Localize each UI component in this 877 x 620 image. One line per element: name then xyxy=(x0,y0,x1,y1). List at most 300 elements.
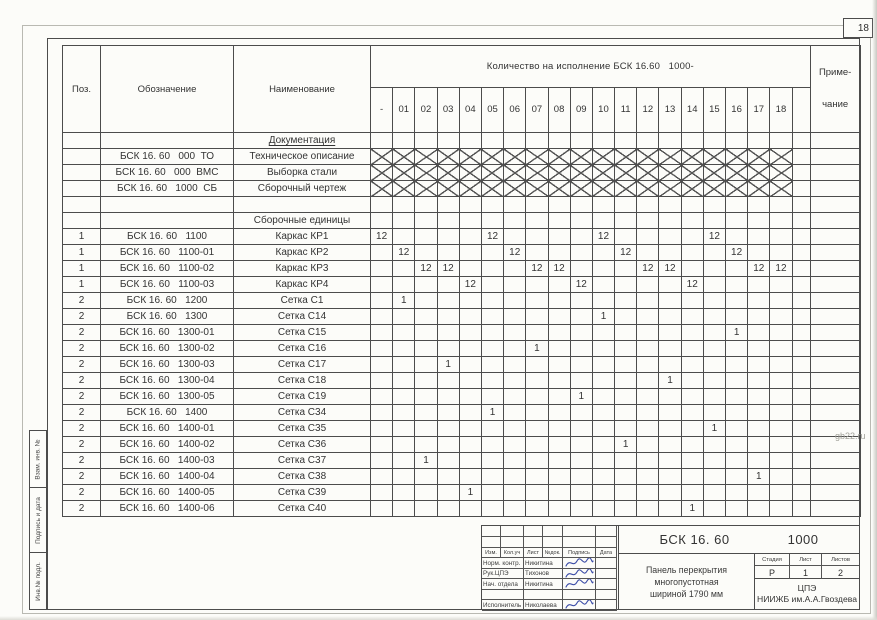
cell-qty xyxy=(770,469,792,485)
cell-qty xyxy=(659,149,681,165)
cell-qty xyxy=(615,373,637,389)
cell-qty xyxy=(659,181,681,197)
cell-qty xyxy=(459,341,481,357)
cell-qty xyxy=(748,181,770,197)
cell-qty xyxy=(415,293,437,309)
cell-qty xyxy=(415,373,437,389)
cell-name xyxy=(234,197,371,213)
cell-qty xyxy=(770,405,792,421)
cell-qty xyxy=(526,453,548,469)
cell-qty xyxy=(393,197,415,213)
cell-qty xyxy=(570,421,592,437)
sign-table-header: Подпись xyxy=(563,548,596,558)
qty-col-header: 12 xyxy=(637,87,659,132)
cell-qty xyxy=(526,357,548,373)
document-designation: БСК 16. 60 1000 xyxy=(619,526,859,554)
table-row xyxy=(63,501,861,517)
cell-qty xyxy=(548,293,570,309)
cell-qty xyxy=(459,261,481,277)
cell-qty xyxy=(615,469,637,485)
cell-qty xyxy=(681,389,703,405)
cell-qty xyxy=(437,229,459,245)
cell-designation xyxy=(101,133,234,149)
table-row xyxy=(63,341,861,357)
cell-qty xyxy=(393,453,415,469)
table-row xyxy=(63,325,861,341)
cell-qty xyxy=(437,453,459,469)
cell-qty xyxy=(371,357,393,373)
cell-pos: 2 xyxy=(63,437,101,453)
cell-qty xyxy=(371,293,393,309)
cell-qty xyxy=(371,469,393,485)
signature-scribble xyxy=(564,558,594,569)
cell-qty xyxy=(592,325,614,341)
margin-stamp-box: Взам. инв. № xyxy=(29,430,47,487)
qty-col-header: 16 xyxy=(726,87,748,132)
cell-qty xyxy=(570,325,592,341)
signature-cell xyxy=(563,600,596,611)
cell-qty xyxy=(681,453,703,469)
cell-qty: 12 xyxy=(703,229,725,245)
cell-qty xyxy=(393,133,415,149)
cell-designation xyxy=(101,197,234,213)
cell-qty: 1 xyxy=(481,405,503,421)
cell-qty: 12 xyxy=(726,245,748,261)
cell-name: Сетка С14 xyxy=(234,309,371,325)
title-block xyxy=(481,525,860,610)
cell-qty xyxy=(548,469,570,485)
cell-qty xyxy=(659,341,681,357)
cell-qty xyxy=(548,421,570,437)
title-block-signatures xyxy=(482,526,619,609)
cell-qty xyxy=(481,165,503,181)
sign-table-header: Изм. xyxy=(482,548,501,558)
cell-spare xyxy=(792,149,810,165)
cell-qty xyxy=(526,309,548,325)
margin-stamp-box: Подпись и дата xyxy=(29,487,47,552)
cell-qty xyxy=(526,405,548,421)
cell-qty xyxy=(548,133,570,149)
cell-qty xyxy=(681,213,703,229)
cell-qty: 12 xyxy=(393,245,415,261)
cell-qty: 12 xyxy=(681,277,703,293)
cell-qty xyxy=(592,245,614,261)
table-row xyxy=(63,389,861,405)
cell-qty xyxy=(659,277,681,293)
cell-qty xyxy=(703,309,725,325)
cell-qty xyxy=(459,229,481,245)
cell-qty xyxy=(681,229,703,245)
watermark: gb22.ru xyxy=(835,431,866,441)
cell-qty xyxy=(415,437,437,453)
cell-designation: БСК 16. 60 1300-02 xyxy=(101,341,234,357)
cell-qty xyxy=(415,341,437,357)
cell-designation: БСК 16. 60 000 ТО xyxy=(101,149,234,165)
cell-qty xyxy=(637,341,659,357)
cell-qty xyxy=(481,453,503,469)
cell-qty xyxy=(393,229,415,245)
qty-col-header: 15 xyxy=(703,87,725,132)
cell-pos: 2 xyxy=(63,485,101,501)
cell-name: Сетка С36 xyxy=(234,437,371,453)
cell-note xyxy=(810,485,860,501)
cell-qty xyxy=(415,309,437,325)
cell-qty xyxy=(681,165,703,181)
cell-qty xyxy=(570,181,592,197)
cell-qty xyxy=(726,421,748,437)
cell-qty xyxy=(748,421,770,437)
cell-qty xyxy=(637,165,659,181)
cell-qty xyxy=(659,133,681,149)
cell-qty xyxy=(415,213,437,229)
cell-qty xyxy=(504,437,526,453)
cell-designation: БСК 16. 60 1300-03 xyxy=(101,357,234,373)
signer-name: Тихонов xyxy=(524,569,563,579)
cell-qty xyxy=(504,389,526,405)
cell-qty xyxy=(526,133,548,149)
cell-qty xyxy=(437,309,459,325)
signer-name: Никитина xyxy=(524,579,563,590)
cell-qty xyxy=(748,437,770,453)
cell-qty xyxy=(748,389,770,405)
cell-qty xyxy=(437,149,459,165)
cell-pos xyxy=(63,133,101,149)
cell-qty xyxy=(748,373,770,389)
cell-qty xyxy=(393,389,415,405)
cell-qty xyxy=(726,277,748,293)
cell-pos xyxy=(63,181,101,197)
date-cell xyxy=(596,569,617,579)
signer-name: Никитина xyxy=(524,558,563,569)
cell-pos: 2 xyxy=(63,469,101,485)
cell-qty xyxy=(748,405,770,421)
cell-qty xyxy=(548,213,570,229)
cell-qty xyxy=(748,133,770,149)
cell-qty xyxy=(592,469,614,485)
cell-qty xyxy=(637,357,659,373)
signature-scribble xyxy=(564,579,594,590)
cell-qty xyxy=(592,277,614,293)
cell-qty xyxy=(770,309,792,325)
cell-note xyxy=(810,197,860,213)
cell-qty xyxy=(415,149,437,165)
cell-qty xyxy=(481,357,503,373)
cell-qty xyxy=(637,485,659,501)
cell-qty xyxy=(615,181,637,197)
cell-qty xyxy=(371,405,393,421)
qty-col-header: 01 xyxy=(393,87,415,132)
cell-qty xyxy=(437,245,459,261)
cell-note xyxy=(810,181,860,197)
sign-table-header: Кол.уч xyxy=(501,548,524,558)
cell-pos: 2 xyxy=(63,373,101,389)
cell-designation: БСК 16. 60 1400-05 xyxy=(101,485,234,501)
cell-qty xyxy=(570,309,592,325)
cell-qty xyxy=(681,133,703,149)
cell-qty xyxy=(592,485,614,501)
col-header-designation: Обозначение xyxy=(101,46,234,133)
cell-name: Сетка С34 xyxy=(234,405,371,421)
cell-qty xyxy=(703,437,725,453)
cell-qty xyxy=(681,293,703,309)
qty-col-header: 09 xyxy=(570,87,592,132)
cell-qty xyxy=(681,341,703,357)
cell-name: Сетка С37 xyxy=(234,453,371,469)
col-header-name: Наименование xyxy=(234,46,371,133)
cell-qty xyxy=(371,341,393,357)
cell-spare xyxy=(792,341,810,357)
signer-role: Норм. контр. xyxy=(482,558,524,569)
cell-qty xyxy=(770,421,792,437)
cell-qty xyxy=(526,181,548,197)
cell-qty xyxy=(726,501,748,517)
cell-qty xyxy=(703,453,725,469)
cell-qty xyxy=(726,309,748,325)
cell-qty xyxy=(681,421,703,437)
cell-qty: 12 xyxy=(659,261,681,277)
signature-cell xyxy=(563,558,596,569)
cell-qty xyxy=(504,165,526,181)
cell-qty xyxy=(415,325,437,341)
cell-qty xyxy=(726,133,748,149)
cell-qty xyxy=(726,405,748,421)
cell-note xyxy=(810,405,860,421)
cell-spare xyxy=(792,261,810,277)
cell-qty: 1 xyxy=(681,501,703,517)
cell-qty xyxy=(615,165,637,181)
cell-qty: 12 xyxy=(415,261,437,277)
cell-qty xyxy=(459,197,481,213)
cell-qty xyxy=(615,421,637,437)
table-row xyxy=(63,261,861,277)
cell-qty xyxy=(637,453,659,469)
cell-qty xyxy=(548,437,570,453)
cell-qty xyxy=(481,149,503,165)
cell-qty xyxy=(415,277,437,293)
cell-qty: 12 xyxy=(770,261,792,277)
cell-qty xyxy=(637,405,659,421)
cell-qty xyxy=(615,197,637,213)
cell-qty xyxy=(615,261,637,277)
sign-table-header: №док. xyxy=(543,548,563,558)
cell-qty xyxy=(570,261,592,277)
cell-qty xyxy=(703,245,725,261)
cell-qty xyxy=(726,389,748,405)
cell-qty xyxy=(637,133,659,149)
document-title: Панель перекрытия многопустотная шириной 1790 мм xyxy=(619,554,755,609)
cell-qty: 1 xyxy=(459,485,481,501)
cell-qty xyxy=(548,229,570,245)
cell-qty xyxy=(437,341,459,357)
cell-qty xyxy=(592,341,614,357)
cell-qty xyxy=(681,325,703,341)
cell-qty xyxy=(459,453,481,469)
cell-qty xyxy=(459,469,481,485)
cell-qty xyxy=(726,181,748,197)
cell-qty xyxy=(681,357,703,373)
cell-qty xyxy=(459,133,481,149)
cell-qty xyxy=(504,181,526,197)
cell-name: Выборка стали xyxy=(234,165,371,181)
cell-qty xyxy=(637,421,659,437)
cell-qty xyxy=(703,485,725,501)
cell-qty xyxy=(726,341,748,357)
cell-name: Документация xyxy=(234,133,371,149)
cell-qty xyxy=(748,309,770,325)
cell-qty xyxy=(570,437,592,453)
cell-qty xyxy=(548,245,570,261)
cell-qty xyxy=(570,165,592,181)
cell-qty: 1 xyxy=(415,453,437,469)
cell-qty xyxy=(481,501,503,517)
cell-spare xyxy=(792,437,810,453)
cell-qty: 12 xyxy=(748,261,770,277)
cell-spare xyxy=(792,213,810,229)
cell-qty xyxy=(659,453,681,469)
cell-qty xyxy=(504,469,526,485)
cell-qty xyxy=(681,485,703,501)
cell-qty xyxy=(637,325,659,341)
cell-spare xyxy=(792,245,810,261)
cell-qty xyxy=(371,373,393,389)
qty-col-header: 18 xyxy=(770,87,792,132)
table-row xyxy=(63,485,861,501)
cell-qty xyxy=(371,165,393,181)
cell-qty xyxy=(659,245,681,261)
cell-qty xyxy=(548,485,570,501)
cell-qty xyxy=(637,213,659,229)
cell-qty xyxy=(371,277,393,293)
cell-qty xyxy=(637,277,659,293)
cell-qty xyxy=(371,213,393,229)
cell-qty xyxy=(459,501,481,517)
date-cell xyxy=(596,558,617,569)
cell-qty xyxy=(703,293,725,309)
cell-qty xyxy=(393,149,415,165)
cell-qty xyxy=(592,197,614,213)
cell-qty xyxy=(592,181,614,197)
cell-designation: БСК 16. 60 1300-05 xyxy=(101,389,234,405)
cell-qty xyxy=(393,261,415,277)
signature-scribble xyxy=(564,569,594,579)
cell-qty xyxy=(703,277,725,293)
cell-qty xyxy=(548,309,570,325)
cell-qty xyxy=(504,149,526,165)
col-header-qty-group: Количество на исполнение БСК 16.60 1000- xyxy=(371,46,811,88)
cell-qty xyxy=(481,373,503,389)
cell-qty xyxy=(615,325,637,341)
cell-pos: 2 xyxy=(63,389,101,405)
cell-qty xyxy=(726,197,748,213)
cell-pos: 1 xyxy=(63,261,101,277)
cell-spare xyxy=(792,229,810,245)
cell-qty xyxy=(570,501,592,517)
cell-qty xyxy=(415,501,437,517)
cell-qty xyxy=(437,389,459,405)
qty-col-header: 13 xyxy=(659,87,681,132)
cell-name: Сборочные единицы xyxy=(234,213,371,229)
cell-qty xyxy=(615,149,637,165)
cell-spare xyxy=(792,373,810,389)
cell-pos: 2 xyxy=(63,341,101,357)
col-header-note: Приме- чание xyxy=(810,46,860,133)
cell-qty xyxy=(459,389,481,405)
cell-name: Каркас КР1 xyxy=(234,229,371,245)
cell-spare xyxy=(792,405,810,421)
cell-qty xyxy=(481,325,503,341)
cell-qty xyxy=(703,197,725,213)
table-row xyxy=(63,245,861,261)
cell-designation: БСК 16. 60 1100 xyxy=(101,229,234,245)
cell-qty xyxy=(659,485,681,501)
cell-spare xyxy=(792,277,810,293)
cell-qty xyxy=(459,213,481,229)
table-row xyxy=(63,469,861,485)
qty-col-header: 11 xyxy=(615,87,637,132)
qty-col-header: 06 xyxy=(504,87,526,132)
cell-qty xyxy=(548,197,570,213)
cell-qty xyxy=(592,421,614,437)
cell-qty xyxy=(459,325,481,341)
cell-spare xyxy=(792,197,810,213)
cell-designation: БСК 16. 60 1400-04 xyxy=(101,469,234,485)
cell-qty xyxy=(592,453,614,469)
cell-qty xyxy=(393,325,415,341)
cell-qty: 12 xyxy=(548,261,570,277)
cell-qty: 12 xyxy=(592,229,614,245)
cell-qty xyxy=(548,389,570,405)
cell-qty xyxy=(393,485,415,501)
cell-qty xyxy=(770,437,792,453)
cell-qty xyxy=(548,501,570,517)
cell-qty xyxy=(504,453,526,469)
cell-qty xyxy=(659,437,681,453)
sign-table-header: Дата xyxy=(596,548,617,558)
cell-qty xyxy=(681,149,703,165)
cell-qty xyxy=(437,485,459,501)
cell-qty xyxy=(770,133,792,149)
organization: ЦПЭ НИИЖБ им.А.А.Гвоздева xyxy=(757,583,857,604)
cell-qty xyxy=(504,405,526,421)
cell-qty xyxy=(681,469,703,485)
cell-qty xyxy=(748,165,770,181)
cell-qty xyxy=(504,277,526,293)
cell-pos: 2 xyxy=(63,453,101,469)
cell-qty xyxy=(637,309,659,325)
cell-qty xyxy=(659,293,681,309)
qty-col-header: 02 xyxy=(415,87,437,132)
signer-role xyxy=(482,590,524,600)
cell-qty xyxy=(526,437,548,453)
cell-qty xyxy=(748,245,770,261)
qty-col-header: 05 xyxy=(481,87,503,132)
cell-name: Сетка С38 xyxy=(234,469,371,485)
specification-table xyxy=(62,45,861,517)
cell-qty xyxy=(548,277,570,293)
signer-role: Нач. отдела xyxy=(482,579,524,590)
cell-qty xyxy=(615,405,637,421)
cell-note xyxy=(810,229,860,245)
cell-qty: 12 xyxy=(459,277,481,293)
cell-qty xyxy=(504,229,526,245)
cell-qty xyxy=(570,133,592,149)
cell-qty xyxy=(570,197,592,213)
cell-qty xyxy=(703,213,725,229)
cell-qty xyxy=(548,165,570,181)
cell-note xyxy=(810,293,860,309)
signer-name: Николаева xyxy=(524,600,563,611)
cell-note xyxy=(810,165,860,181)
